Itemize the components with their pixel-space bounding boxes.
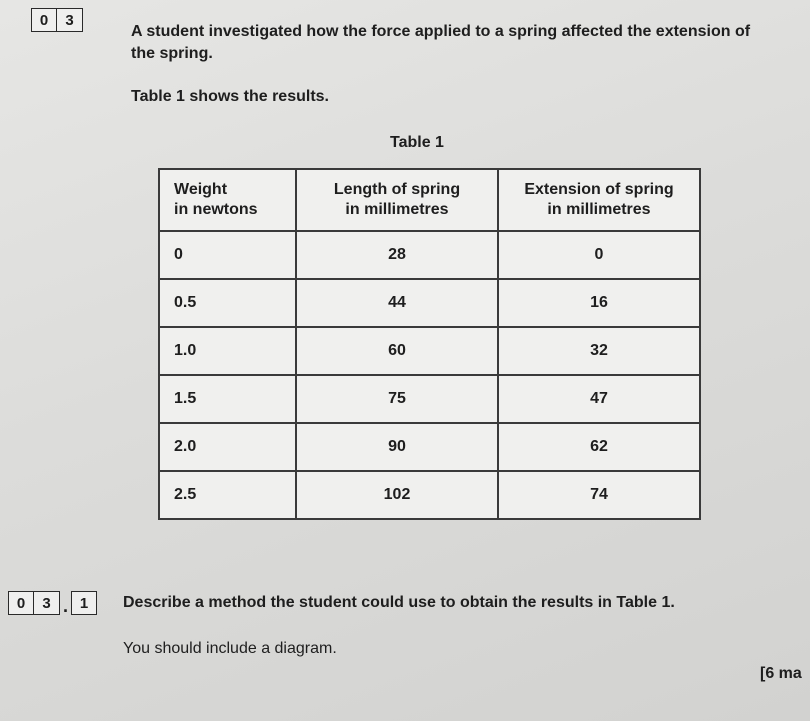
- table-row: [159, 279, 700, 327]
- cell-length: 28: [296, 231, 498, 279]
- cell-weight: 1.0: [159, 327, 296, 375]
- header-weight: [159, 169, 296, 231]
- question-intro-line: A student investigated how the force applied to a spring affected the extension of: [131, 23, 751, 40]
- cell-extension: 16: [498, 279, 700, 327]
- table-row: [159, 471, 700, 519]
- cell-weight: 0: [159, 231, 296, 279]
- marks-label: [6 ma: [760, 665, 802, 682]
- cell-extension: 32: [498, 327, 700, 375]
- cell-length: 75: [296, 375, 498, 423]
- table-row: [159, 327, 700, 375]
- cell-extension: 47: [498, 375, 700, 423]
- cell-weight: 2.5: [159, 471, 296, 519]
- table-row: [159, 423, 700, 471]
- header-extension-line1: Extension of spring: [524, 181, 674, 198]
- results-table: [158, 168, 701, 520]
- cell-weight: 1.5: [159, 375, 296, 423]
- cell-length: 102: [296, 471, 498, 519]
- cell-extension: 74: [498, 471, 700, 519]
- subquestion-number-digit: 0: [8, 591, 34, 615]
- cell-length: 44: [296, 279, 498, 327]
- subquestion-number-boxes: [8, 591, 97, 615]
- table-row: [159, 375, 700, 423]
- subquestion-prompt: Describe a method the student could use to obtain the results in Table 1.: [123, 594, 675, 611]
- cell-extension: 0: [498, 231, 700, 279]
- question-number-digit: 0: [31, 8, 57, 32]
- header-length-line2: in millimetres: [345, 201, 449, 218]
- cell-weight: 0.5: [159, 279, 296, 327]
- header-weight-line1: Weight: [174, 181, 228, 198]
- subquestion-instruction: You should include a diagram.: [123, 640, 337, 657]
- question-intro: [131, 21, 791, 65]
- question-number-digit: 3: [57, 8, 83, 32]
- table-row: [159, 231, 700, 279]
- header-length-line1: Length of spring: [333, 181, 461, 198]
- header-extension-line2: in millimetres: [547, 201, 651, 218]
- subquestion-number-digit: 1: [71, 591, 97, 615]
- subquestion-number-digit: 3: [34, 591, 60, 615]
- cell-length: 90: [296, 423, 498, 471]
- cell-extension: 62: [498, 423, 700, 471]
- cell-weight: 2.0: [159, 423, 296, 471]
- header-weight-line2: in newtons: [174, 201, 258, 218]
- subquestion-separator: .: [63, 596, 69, 616]
- question-intro-line: the spring.: [131, 45, 213, 62]
- table-reference-text: Table 1 shows the results.: [131, 88, 329, 105]
- question-number-boxes: [31, 8, 83, 32]
- header-length: [296, 169, 498, 231]
- table-header-row: [159, 169, 700, 231]
- table-caption: Table 1: [390, 134, 444, 151]
- cell-length: 60: [296, 327, 498, 375]
- header-extension: [498, 169, 700, 231]
